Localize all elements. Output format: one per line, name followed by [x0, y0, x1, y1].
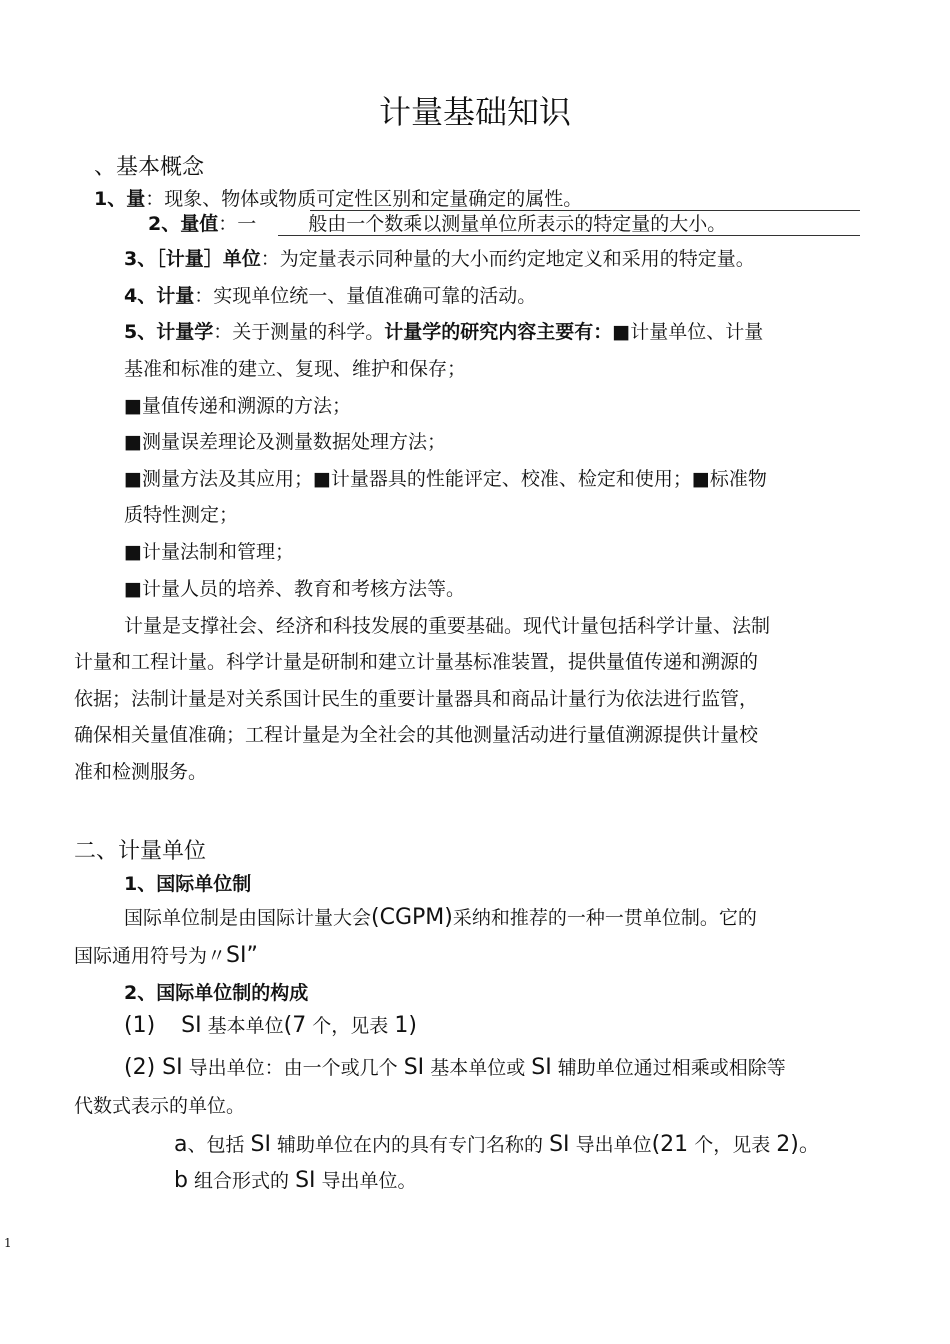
- research-content-line: 基准和标准的建立、复现、维护和保存；: [124, 358, 467, 380]
- definition-quantity: [94, 187, 582, 211]
- definition-text: 般由一个数乘以测量单位所表示的特定量的大小。: [308, 213, 727, 235]
- definition-metrology: [124, 320, 763, 344]
- research-content-text: ■计量单位、计量: [612, 321, 764, 343]
- text-segment: 个，见表: [688, 1134, 777, 1156]
- si-symbol: SI”: [226, 943, 258, 968]
- text-segment: 采纳和推荐的一种一贯单位制。它的: [452, 907, 757, 929]
- si-derived-units-item: [124, 1056, 786, 1080]
- text-segment: 组合形式的: [187, 1170, 296, 1192]
- term-label: 计量: [156, 285, 195, 307]
- number-segment: 2)。: [776, 1132, 821, 1157]
- text-segment: 辅助单位在内的具有专门名称的: [270, 1134, 550, 1156]
- definition-text: 关于测量的科学。: [232, 321, 385, 343]
- text-segment: 国际通用符号为〃: [74, 945, 227, 967]
- text-segment: 、包括: [187, 1134, 251, 1156]
- sub-item-a: [174, 1133, 821, 1157]
- bullet-item: ■计量人员的培养、教育和考核方法等。: [124, 578, 465, 600]
- number-segment: (7: [283, 1013, 307, 1038]
- item-number: 1、: [94, 188, 127, 210]
- text-segment: 导出单位。: [315, 1170, 417, 1192]
- subsection-heading: 1、国际单位制: [124, 873, 252, 895]
- paragraph-line: 准和检测服务。: [74, 761, 208, 783]
- underline-rule: [278, 235, 860, 236]
- item-number: 5、: [124, 321, 157, 343]
- si-symbol: SI: [181, 1013, 202, 1038]
- item-marker: (2) SI: [124, 1055, 183, 1080]
- si-symbol: SI: [295, 1168, 316, 1193]
- paragraph-line: 计量和工程计量。科学计量是研制和建立计量基标准装置，提供量值传递和溯源的: [74, 651, 759, 673]
- sub-item-b: [174, 1169, 417, 1193]
- item-marker: a: [174, 1132, 188, 1157]
- underline-rule: [310, 210, 860, 211]
- item-marker: (1): [124, 1013, 156, 1038]
- bullet-item: ■测量误差理论及测量数据处理方法；: [124, 431, 446, 453]
- si-symbol: SI: [403, 1055, 425, 1080]
- text-segment: 导出单位: [569, 1134, 652, 1156]
- si-symbol: SI: [531, 1055, 552, 1080]
- si-derived-units-line2: 代数式表示的单位。: [74, 1095, 246, 1117]
- text-segment: 国际单位制是由国际计量大会: [124, 907, 372, 929]
- number-segment: (21: [651, 1132, 689, 1157]
- subsection-heading: 2、国际单位制的构成: [124, 982, 309, 1004]
- definition-text: 实现单位统一、量值准确可靠的活动。: [213, 285, 537, 307]
- text-segment: 基本单位: [201, 1015, 284, 1037]
- item-number: 2、: [148, 213, 181, 235]
- bullet-item: ■计量法制和管理；: [124, 541, 294, 563]
- definition-metrology-activity: [124, 284, 536, 308]
- section2-heading: 二、计量单位: [74, 839, 207, 864]
- item-number: 3、: [124, 248, 157, 270]
- definition-quantity-value: [148, 212, 726, 236]
- text-segment: 辅助单位通过相乘或相除等: [551, 1057, 786, 1079]
- term-label: ［计量］单位: [156, 248, 261, 270]
- term-label: 量值: [180, 213, 219, 235]
- bullet-item: ■量值传递和溯源的方法；: [124, 395, 351, 417]
- paragraph-line: 依据；法制计量是对关系国计民生的重要计量器具和商品计量行为依法进行监管，: [74, 688, 759, 710]
- paragraph-line: 确保相关量值准确；工程计量是为全社会的其他测量活动进行量值溯源提供计量校: [74, 724, 759, 746]
- section1-heading: 、基本概念: [94, 155, 205, 180]
- term-label: 计量学: [156, 321, 214, 343]
- colon: ：: [213, 321, 233, 343]
- paragraph-line: 计量是支撑社会、经济和科技发展的重要基础。现代计量包括科学计量、法制: [124, 615, 771, 637]
- text-segment: 导出单位：由一个或几个: [182, 1057, 404, 1079]
- text-segment: 个，见表: [306, 1015, 395, 1037]
- si-symbol-line: [74, 944, 258, 968]
- item-marker: b: [174, 1168, 188, 1193]
- definition-text: 现象、物体或物质可定性区别和定量确定的属性。: [164, 188, 583, 210]
- cgpm-abbrev: (CGPM): [371, 905, 453, 930]
- document-title: 计量基础知识: [378, 93, 571, 131]
- si-symbol: SI: [549, 1132, 570, 1157]
- bullet-item-continued: 质特性测定；: [124, 504, 239, 526]
- definition-text: 为定量表示同种量的大小而约定地定义和采用的特定量。: [279, 248, 755, 270]
- page-number: 1: [4, 1236, 12, 1250]
- number-segment: 1): [394, 1013, 417, 1038]
- si-definition-line: [124, 906, 757, 930]
- colon: ：: [260, 248, 280, 270]
- term-label: 量: [126, 188, 146, 210]
- colon: ：: [218, 213, 238, 235]
- si-base-units-item: [124, 1014, 417, 1038]
- si-symbol: SI: [250, 1132, 271, 1157]
- bullet-item: ■测量方法及其应用；■计量器具的性能评定、校准、检定和使用；■标准物: [124, 468, 767, 490]
- research-content-label: 计量学的研究内容主要有：: [384, 321, 613, 343]
- colon: ：: [145, 188, 165, 210]
- definition-unit: [124, 247, 755, 271]
- item-number: 4、: [124, 285, 157, 307]
- colon: ：: [194, 285, 214, 307]
- text-segment: 基本单位或: [424, 1057, 532, 1079]
- lead-char: 一: [237, 213, 257, 235]
